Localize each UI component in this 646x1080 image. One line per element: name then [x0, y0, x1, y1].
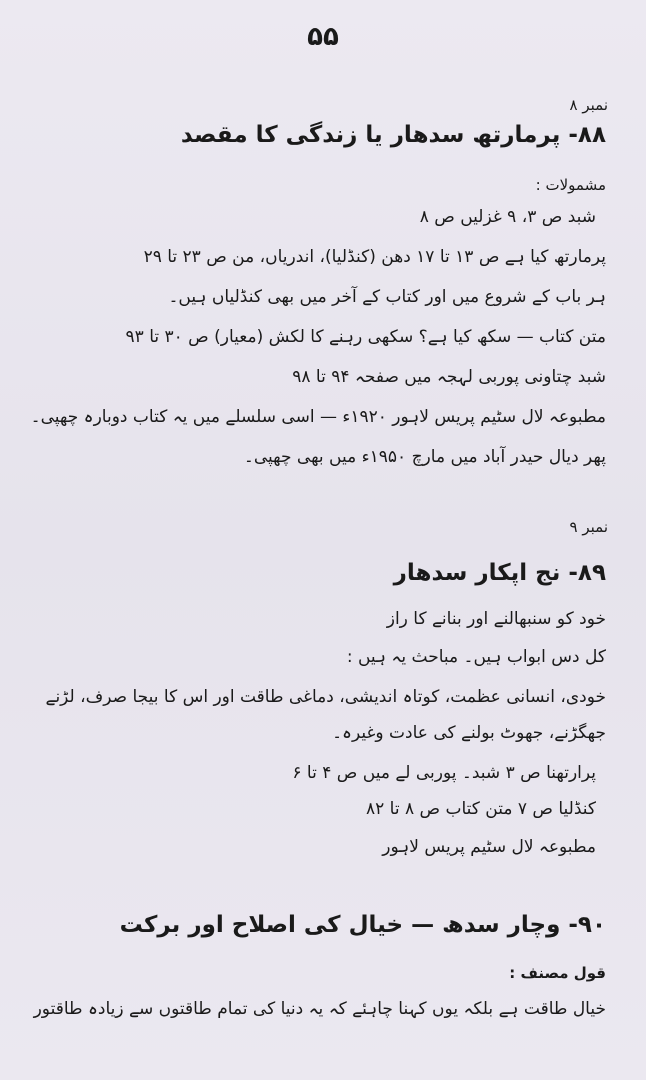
text-line: پرمارتھ کیا ہے ص ۱۳ تا ۱۷ دھن (کنڈلیا)، اندریاں، من ص ۲۳ تا ۲۹ [143, 247, 606, 267]
section-label: نمبر ۸ [569, 96, 608, 114]
page-number: ۵۵ [307, 22, 339, 52]
text-line: خودی، انسانی عظمت، کوتاہ اندیشی، دماغی طاقت اور اس کا بیجا صرف، لڑنے [45, 687, 606, 707]
text-line: مطبوعہ لال سٹیم پریس لاہور [382, 837, 596, 857]
contents-label: مشمولات : [535, 176, 606, 194]
author-quote-label: قول مصنف : [509, 964, 606, 982]
text-line: ہر باب کے شروع میں اور کتاب کے آخر میں بھی کنڈلیاں ہیں۔ [168, 287, 606, 307]
text-line: کنڈلیا ص ۷ متن کتاب ص ۸ تا ۸۲ [365, 799, 596, 819]
text-line: خیال طاقت ہے بلکہ یوں کہنا چاہئے کہ یہ دنیا کی تمام طاقتوں سے زیادہ طاقتور [33, 999, 606, 1019]
text-line: کل دس ابواب ہیں۔ مباحث یہ ہیں : [346, 647, 606, 667]
text-line: شبد چتاونی پوربی لہجہ میں صفحہ ۹۴ تا ۹۸ [292, 367, 606, 387]
section-heading: ۹۰- وچار سدھ — خیال کی اصلاح اور برکت [119, 912, 606, 938]
text-line: شبد ص ۳، ۹ غزلیں ص ۸ [419, 207, 596, 227]
text-line: پھر دیال حیدر آباد میں مارچ ۱۹۵۰ء میں بھی چھپی۔ [243, 447, 606, 467]
section-heading: ۸۸- پرمارتھ سدھار یا زندگی کا مقصد [180, 122, 606, 148]
section-heading: ۸۹- نج اپکار سدھار [393, 560, 606, 586]
text-line: پرارتھنا ص ۳ شبد۔ پوربی لے میں ص ۴ تا ۶ [292, 763, 596, 783]
text-line: خود کو سنبھالنے اور بنانے کا راز [386, 609, 606, 629]
text-line: مطبوعہ لال سٹیم پریس لاہور ۱۹۲۰ء — اسی سلسلے میں یہ کتاب دوبارہ چھپی۔ [30, 407, 606, 427]
text-line: متن کتاب — سکھ کیا ہے؟ سکھی رہنے کا لکش (معیار) ص ۳۰ تا ۹۳ [125, 327, 606, 347]
section-label: نمبر ۹ [569, 518, 608, 536]
text-line: جھگڑنے، جھوٹ بولنے کی عادت وغیرہ۔ [332, 723, 606, 743]
